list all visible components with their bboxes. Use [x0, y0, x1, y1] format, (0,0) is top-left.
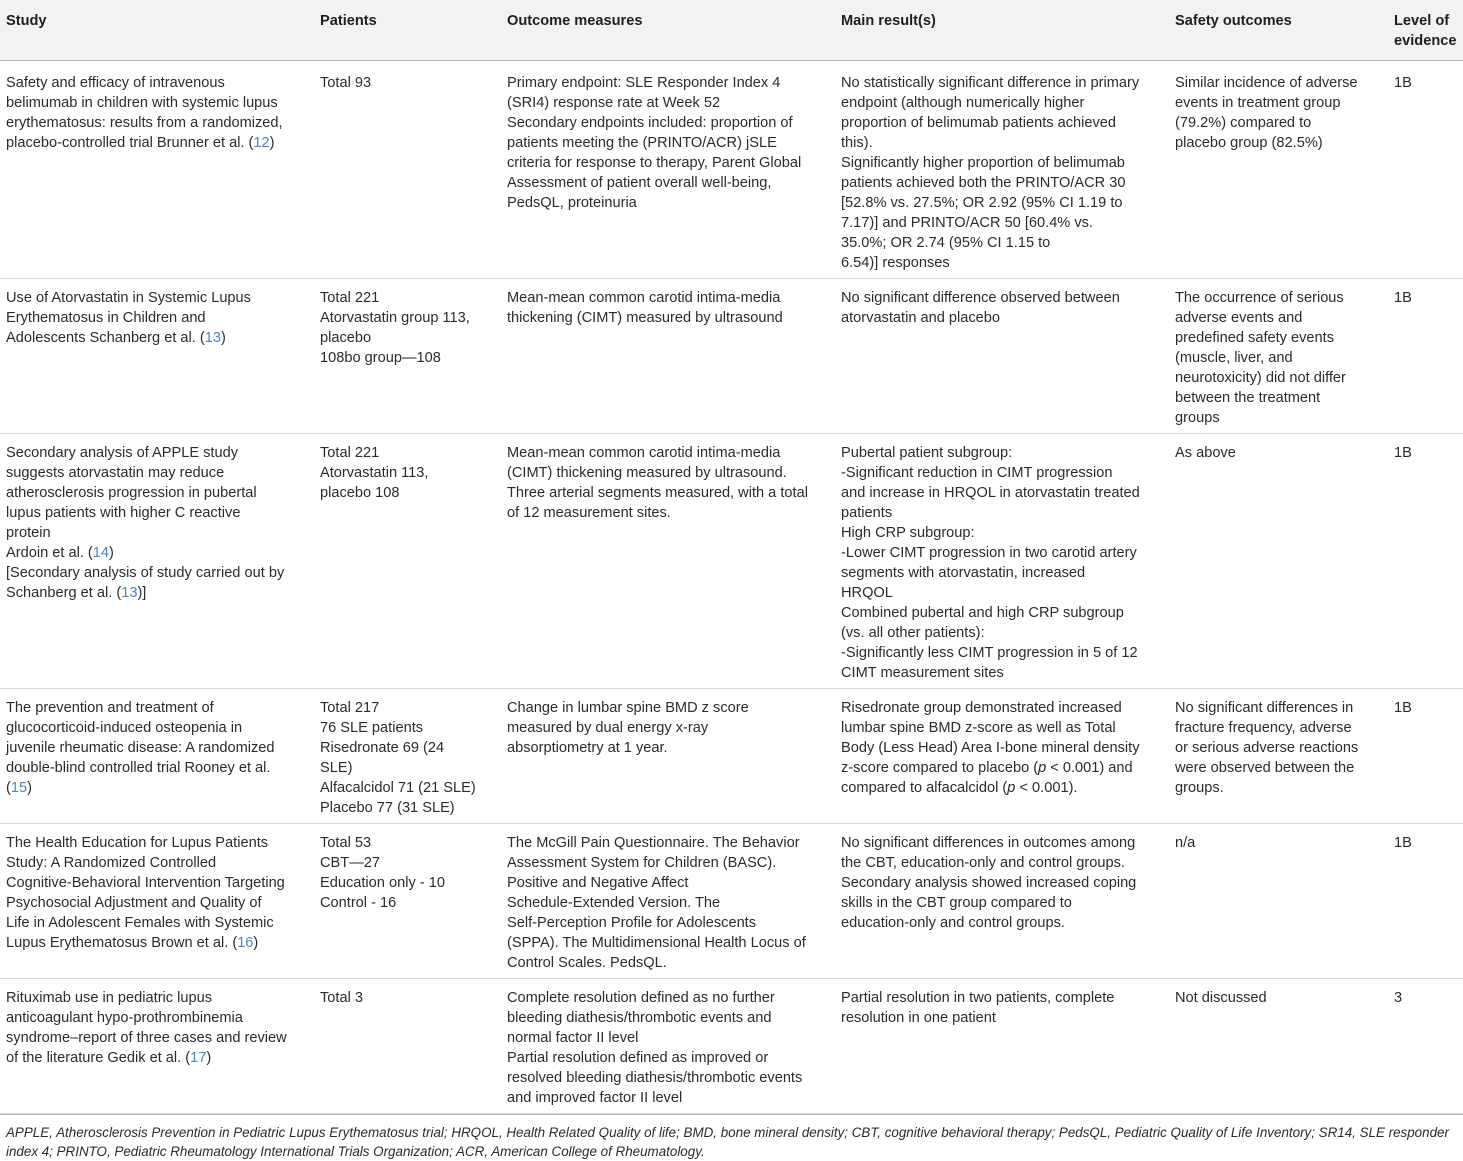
- cell-line: atherosclerosis progression in pubertal: [6, 485, 257, 501]
- cell-line: Control Scales. PedsQL.: [507, 955, 667, 971]
- cell-line: PedsQL, proteinuria: [507, 195, 637, 211]
- level-of-evidence-cell: 1B: [1388, 434, 1463, 689]
- cell-line: -Significantly less CIMT progression in 5 of 12: [841, 645, 1138, 661]
- patients-cell: [314, 689, 501, 824]
- cell-line: Atorvastatin 113,: [320, 465, 429, 481]
- cell-line: Atorvastatin group 113,: [320, 310, 470, 326]
- cell-line: 7.17)] and PRINTO/ACR 50 [60.4% vs.: [841, 215, 1093, 231]
- cell-line: bleeding diathesis/thrombotic events and: [507, 1010, 772, 1026]
- cell-line: Life in Adolescent Females with Systemic: [6, 915, 274, 931]
- cell-line: Control - 16: [320, 895, 397, 911]
- cell-line: Mean-mean common carotid intima-media: [507, 290, 781, 306]
- cell-line: The prevention and treatment of: [6, 700, 214, 716]
- header-outcome-measures: Outcome measures: [501, 0, 835, 61]
- study-cell: [0, 279, 314, 434]
- cell-line: The occurrence of serious: [1175, 290, 1344, 306]
- table-footnote: APPLE, Atherosclerosis Prevention in Pediatric Lupus Erythematosus trial; HRQOL, Health Related Quality of life; BMD, bone mineral density; CBT, cognitive behavioral therapy; PedsQL, Pediatric Quality of Life Inventory; SR14, SLE responder index 4; PRINTO, Pediatric Rheumatology International Trials Organization; ACR, American College of Rheumatology.: [0, 1114, 1463, 1161]
- cell-line: CBT—27: [320, 855, 381, 871]
- level-of-evidence-cell: 3: [1388, 979, 1463, 1114]
- cell-line: groups: [1175, 410, 1220, 426]
- cell-line: Positive and Negative Affect: [507, 875, 689, 891]
- cell-line: resolved bleeding diathesis/thrombotic events: [507, 1070, 803, 1086]
- cell-line: Erythematosus in Children and: [6, 310, 206, 326]
- study-cell: [0, 979, 314, 1114]
- main-results-cell: [835, 689, 1169, 824]
- cell-line: Total 221: [320, 445, 380, 461]
- cell-line: placebo group (82.5%): [1175, 135, 1323, 151]
- cell-line: Body (Less Head) Area I-bone mineral density: [841, 740, 1140, 756]
- cell-line: Partial resolution in two patients, complete: [841, 990, 1115, 1006]
- cell-line: Lupus Erythematosus Brown et al. (16): [6, 935, 259, 951]
- header-row: [0, 0, 1463, 61]
- cell-line: As above: [1175, 445, 1236, 461]
- cell-line: Assessment System for Children (BASC).: [507, 855, 777, 871]
- patients-cell: [314, 61, 501, 279]
- patients-cell: [314, 824, 501, 979]
- main-results-cell: [835, 824, 1169, 979]
- cell-line: Adolescents Schanberg et al. (13): [6, 330, 226, 346]
- cell-line: patients: [841, 505, 893, 521]
- cell-line: (CIMT) thickening measured by ultrasound.: [507, 465, 787, 481]
- safety-outcomes-cell: [1169, 824, 1388, 979]
- cell-line: n/a: [1175, 835, 1196, 851]
- cell-line: Total 3: [320, 990, 363, 1006]
- cell-line: education-only and control groups.: [841, 915, 1065, 931]
- cell-line: Safety and efficacy of intravenous: [6, 75, 225, 91]
- cell-line: Complete resolution defined as no further: [507, 990, 775, 1006]
- cell-line: between the treatment: [1175, 390, 1321, 406]
- cell-line: Alfacalcidol 71 (21 SLE): [320, 780, 476, 796]
- cell-line: Schanberg et al. (13)]: [6, 585, 147, 601]
- cell-line: CIMT measurement sites: [841, 665, 1004, 681]
- level-of-evidence-cell: 1B: [1388, 279, 1463, 434]
- cell-line: 6.54)] responses: [841, 255, 950, 271]
- cell-line: Psychosocial Adjustment and Quality of: [6, 895, 262, 911]
- level-of-evidence-cell: 1B: [1388, 689, 1463, 824]
- outcome-measures-cell: [501, 279, 835, 434]
- cell-line: were observed between the: [1175, 760, 1355, 776]
- cell-line: segments with atorvastatin, increased: [841, 565, 1086, 581]
- outcome-measures-cell: [501, 824, 835, 979]
- cell-line: compared to alfacalcidol (p < 0.001).: [841, 780, 1078, 796]
- cell-line: (79.2%) compared to: [1175, 115, 1312, 131]
- cell-line: Assessment of patient overall well-being,: [507, 175, 772, 191]
- table-row: [0, 689, 1463, 824]
- cell-line: Risedronate 69 (24: [320, 740, 445, 756]
- cell-line: Significantly higher proportion of belimumab: [841, 155, 1125, 171]
- cell-line: lumbar spine BMD z-score as well as Total: [841, 720, 1116, 736]
- cell-line: Pubertal patient subgroup:: [841, 445, 1013, 461]
- cell-line: Total 217: [320, 700, 380, 716]
- cell-line: juvenile rheumatic disease: A randomized: [6, 740, 275, 756]
- cell-line: fracture frequency, adverse: [1175, 720, 1352, 736]
- cell-line: Total 221: [320, 290, 380, 306]
- cell-line: (vs. all other patients):: [841, 625, 985, 641]
- cell-line: syndrome–report of three cases and review: [6, 1030, 287, 1046]
- cell-line: placebo: [320, 330, 372, 346]
- cell-line: placebo 108: [320, 485, 400, 501]
- cell-line: No statistically significant difference in primary: [841, 75, 1140, 91]
- cell-line: absorptiometry at 1 year.: [507, 740, 668, 756]
- cell-line: Study: A Randomized Controlled: [6, 855, 217, 871]
- cell-line: proportion of belimumab patients achieved: [841, 115, 1117, 131]
- cell-line: atorvastatin and placebo: [841, 310, 1001, 326]
- cell-line: (SRI4) response rate at Week 52: [507, 95, 721, 111]
- reference-link[interactable]: 15: [10, 780, 28, 796]
- safety-outcomes-cell: [1169, 61, 1388, 279]
- cell-line: Change in lumbar spine BMD z score: [507, 700, 749, 716]
- cell-line: belimumab in children with systemic lupus: [6, 95, 278, 111]
- level-of-evidence-cell: 1B: [1388, 61, 1463, 279]
- cell-line: suggests atorvastatin may reduce: [6, 465, 225, 481]
- table-row: [0, 979, 1463, 1114]
- main-results-cell: [835, 434, 1169, 689]
- main-results-cell: [835, 61, 1169, 279]
- cell-line: and increase in HRQOL in atorvastatin treated: [841, 485, 1140, 501]
- cell-line: measured by dual energy x-ray: [507, 720, 709, 736]
- safety-outcomes-cell: [1169, 979, 1388, 1114]
- header-level-of-evidence: Level of evidence: [1388, 0, 1463, 61]
- table-body: [0, 61, 1463, 1114]
- cell-line: patients meeting the (PRINTO/ACR) jSLE: [507, 135, 777, 151]
- cell-line: The Health Education for Lupus Patients: [6, 835, 269, 851]
- safety-outcomes-cell: [1169, 434, 1388, 689]
- table-row: [0, 61, 1463, 279]
- cell-line: predefined safety events: [1175, 330, 1335, 346]
- reference-link[interactable]: 12: [253, 135, 270, 151]
- cell-line: protein: [6, 525, 51, 541]
- cell-line: neurotoxicity) did not differ: [1175, 370, 1346, 386]
- cell-line: [Secondary analysis of study carried out by: [6, 565, 285, 581]
- cell-line: Secondary analysis of APPLE study: [6, 445, 239, 461]
- header-safety-outcomes: Safety outcomes: [1169, 0, 1388, 61]
- cell-line: resolution in one patient: [841, 1010, 996, 1026]
- study-cell: [0, 824, 314, 979]
- cell-line: normal factor II level: [507, 1030, 639, 1046]
- cell-line: lupus patients with higher C reactive: [6, 505, 241, 521]
- cell-line: -Lower CIMT progression in two carotid artery: [841, 545, 1137, 561]
- cell-line: criteria for response to therapy, Parent Global: [507, 155, 802, 171]
- cell-line: erythematosus: results from a randomized,: [6, 115, 283, 131]
- study-cell: [0, 61, 314, 279]
- outcome-measures-cell: [501, 979, 835, 1114]
- cell-line: 35.0%; OR 2.74 (95% CI 1.15 to: [841, 235, 1051, 251]
- reference-link[interactable]: 17: [190, 1050, 207, 1066]
- cell-line: Partial resolution defined as improved or: [507, 1050, 769, 1066]
- cell-line: thickening (CIMT) measured by ultrasound: [507, 310, 783, 326]
- cell-line: Total 53: [320, 835, 372, 851]
- reference-link[interactable]: 13: [204, 330, 221, 346]
- cell-line: Ardoin et al. (14): [6, 545, 114, 561]
- cell-line: Not discussed: [1175, 990, 1267, 1006]
- cell-line: or serious adverse reactions: [1175, 740, 1359, 756]
- cell-line: placebo-controlled trial Brunner et al. (12): [6, 135, 275, 151]
- level-of-evidence-cell: 1B: [1388, 824, 1463, 979]
- cell-line: -Significant reduction in CIMT progression: [841, 465, 1113, 481]
- cell-line: z-score compared to placebo (p < 0.001) and: [841, 760, 1133, 776]
- cell-line: No significant difference observed between: [841, 290, 1120, 306]
- cell-line: groups.: [1175, 780, 1224, 796]
- cell-line: High CRP subgroup:: [841, 525, 975, 541]
- safety-outcomes-cell: [1169, 689, 1388, 824]
- cell-line: of the literature Gedik et al. (17): [6, 1050, 212, 1066]
- cell-line: adverse events and: [1175, 310, 1303, 326]
- cell-line: Mean-mean common carotid intima-media: [507, 445, 781, 461]
- cell-line: 108bo group—108: [320, 350, 441, 366]
- reference-link[interactable]: 14: [92, 545, 110, 561]
- outcome-measures-cell: [501, 434, 835, 689]
- table-row: [0, 279, 1463, 434]
- cell-line: Total 93: [320, 75, 372, 91]
- cell-line: Secondary endpoints included: proportion of: [507, 115, 793, 131]
- patients-cell: [314, 279, 501, 434]
- cell-line: Secondary analysis showed increased coping: [841, 875, 1137, 891]
- cell-line: Combined pubertal and high CRP subgroup: [841, 605, 1124, 621]
- cell-line: HRQOL: [841, 585, 893, 601]
- cell-line: patients achieved both the PRINTO/ACR 30: [841, 175, 1126, 191]
- cell-line: anticoagulant hypo-prothrombinemia: [6, 1010, 243, 1026]
- cell-line: Placebo 77 (31 SLE): [320, 800, 455, 816]
- cell-line: double-blind controlled trial Rooney et al.: [6, 760, 271, 776]
- header-main-results: Main result(s): [835, 0, 1169, 61]
- cell-line: The McGill Pain Questionnaire. The Behavior: [507, 835, 800, 851]
- outcome-measures-cell: [501, 61, 835, 279]
- cell-line: Similar incidence of adverse: [1175, 75, 1358, 91]
- cell-line: the CBT, education-only and control groups.: [841, 855, 1125, 871]
- cell-line: No significant differences in: [1175, 700, 1354, 716]
- study-cell: [0, 434, 314, 689]
- cell-line: 76 SLE patients: [320, 720, 424, 736]
- cell-line: SLE): [320, 760, 353, 776]
- study-cell: [0, 689, 314, 824]
- cell-line: of 12 measurement sites.: [507, 505, 671, 521]
- cell-line: skills in the CBT group compared to: [841, 895, 1072, 911]
- safety-outcomes-cell: [1169, 279, 1388, 434]
- outcome-measures-cell: [501, 689, 835, 824]
- cell-line: Rituximab use in pediatric lupus: [6, 990, 213, 1006]
- reference-link[interactable]: 16: [237, 935, 254, 951]
- main-results-cell: [835, 979, 1169, 1114]
- cell-line: (muscle, liver, and: [1175, 350, 1293, 366]
- cell-line: glucocorticoid-induced osteopenia in: [6, 720, 243, 736]
- table-row: [0, 434, 1463, 689]
- main-results-cell: [835, 279, 1169, 434]
- cell-line: this).: [841, 135, 873, 151]
- reference-link[interactable]: 13: [121, 585, 138, 601]
- cell-line: and improved factor II level: [507, 1090, 683, 1106]
- cell-line: Schedule-Extended Version. The: [507, 895, 721, 911]
- cell-line: Risedronate group demonstrated increased: [841, 700, 1122, 716]
- header-patients: Patients: [314, 0, 501, 61]
- table-row: [0, 824, 1463, 979]
- cell-line: Cognitive-Behavioral Intervention Targeting: [6, 875, 285, 891]
- cell-line: Use of Atorvastatin in Systemic Lupus: [6, 290, 251, 306]
- cell-line: events in treatment group: [1175, 95, 1341, 111]
- cell-line: Education only - 10: [320, 875, 445, 891]
- patients-cell: [314, 434, 501, 689]
- cell-line: (SPPA). The Multidimensional Health Locus of: [507, 935, 806, 951]
- cell-line: endpoint (although numerically higher: [841, 95, 1085, 111]
- cell-line: Three arterial segments measured, with a total: [507, 485, 808, 501]
- cell-line: No significant differences in outcomes among: [841, 835, 1136, 851]
- header-study: Study: [0, 0, 314, 61]
- patients-cell: [314, 979, 501, 1114]
- cell-line: (15): [6, 780, 32, 796]
- cell-line: Primary endpoint: SLE Responder Index 4: [507, 75, 781, 91]
- cell-line: Self-Perception Profile for Adolescents: [507, 915, 757, 931]
- cell-line: [52.8% vs. 27.5%; OR 2.92 (95% CI 1.19 to: [841, 195, 1123, 211]
